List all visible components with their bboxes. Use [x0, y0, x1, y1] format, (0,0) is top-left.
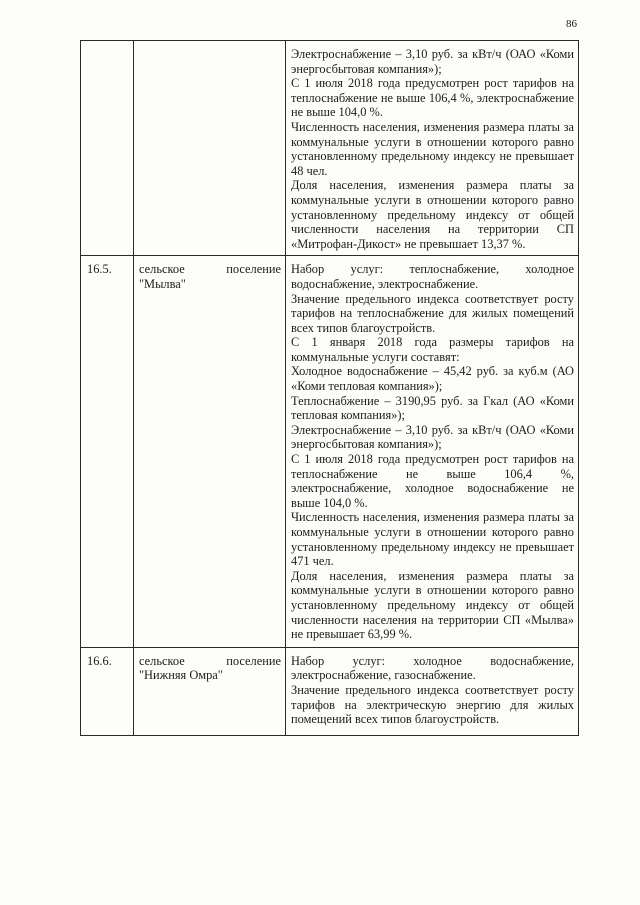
table-row	[81, 41, 579, 256]
page-number: 86	[566, 18, 577, 30]
description-paragraph: С 1 июля 2018 года предусмотрен рост тарифов на теплоснабжение не выше 106,4 %, электроснабжение, холодное водоснабжение не выше 104,0 %.	[291, 452, 574, 510]
description-cell	[286, 41, 579, 256]
description-paragraph: Доля населения, изменения размера платы за коммунальные услуги в отношении которого равно установленному предельному индексу от общей численности населения на территории СП «Мылва» не превышает 63,99 %.	[291, 568, 574, 642]
settlement-name: "Нижняя Омра"	[139, 668, 223, 683]
tariff-table	[80, 40, 579, 736]
description-paragraph: Значение предельного индекса соответствует росту тарифов на электрическую энергию для жилых помещений всех типов благоустройств.	[291, 682, 574, 727]
description-paragraph: Доля населения, изменения размера платы за коммунальные услуги в отношении которого равно установленному предельному индексу от общей численности населения на территории СП «Митрофан-Дикост» не превышает 13,37 %.	[291, 178, 574, 251]
table-row	[81, 647, 579, 735]
settlement-type: сельское поселение	[139, 262, 281, 277]
description-paragraph: Значение предельного индекса соответствует росту тарифов на теплоснабжение для жилых помещений всех типов благоустройств.	[291, 291, 574, 335]
description-paragraph: Численность населения, изменения размера платы за коммунальные услуги в отношении которого равно установленному предельному индексу не превышает 48 чел.	[291, 119, 574, 178]
row-number	[81, 41, 134, 256]
settlement-cell	[134, 647, 286, 735]
settlement-cell	[134, 256, 286, 647]
description-paragraph: Электроснабжение – 3,10 руб. за кВт/ч (ОАО «Коми энергосбытовая компания»);	[291, 47, 574, 76]
row-number: 16.5.	[81, 256, 134, 647]
settlement-name: "Мылва"	[139, 276, 186, 291]
table-row	[81, 256, 579, 647]
description-paragraph: С 1 июля 2018 года предусмотрен рост тарифов на теплоснабжение не выше 106,4 %, электроснабжение не выше 104,0 %.	[291, 76, 574, 120]
description-paragraph: Набор услуг: теплоснабжение, холодное водоснабжение, электроснабжение.	[291, 262, 574, 291]
description-paragraph: Набор услуг: холодное водоснабжение, электроснабжение, газоснабжение.	[291, 653, 574, 683]
description-cell	[286, 647, 579, 735]
description-paragraph: С 1 января 2018 года размеры тарифов на коммунальные услуги составят:	[291, 335, 574, 364]
row-number: 16.6.	[81, 647, 134, 735]
description-paragraph: Электроснабжение – 3,10 руб. за кВт/ч (ОАО «Коми энергосбытовая компания»);	[291, 422, 574, 452]
settlement-cell	[134, 41, 286, 256]
settlement-type: сельское поселение	[139, 653, 281, 668]
description-paragraph: Теплоснабжение – 3190,95 руб. за Гкал (АО «Коми тепловая компания»);	[291, 393, 574, 423]
description-paragraph: Численность населения, изменения размера платы за коммунальные услуги в отношении которого равно установленному предельному индексу не превышает 471 чел.	[291, 510, 574, 569]
description-paragraph: Холодное водоснабжение – 45,42 руб. за куб.м (АО «Коми тепловая компания»);	[291, 364, 574, 394]
description-cell	[286, 256, 579, 647]
